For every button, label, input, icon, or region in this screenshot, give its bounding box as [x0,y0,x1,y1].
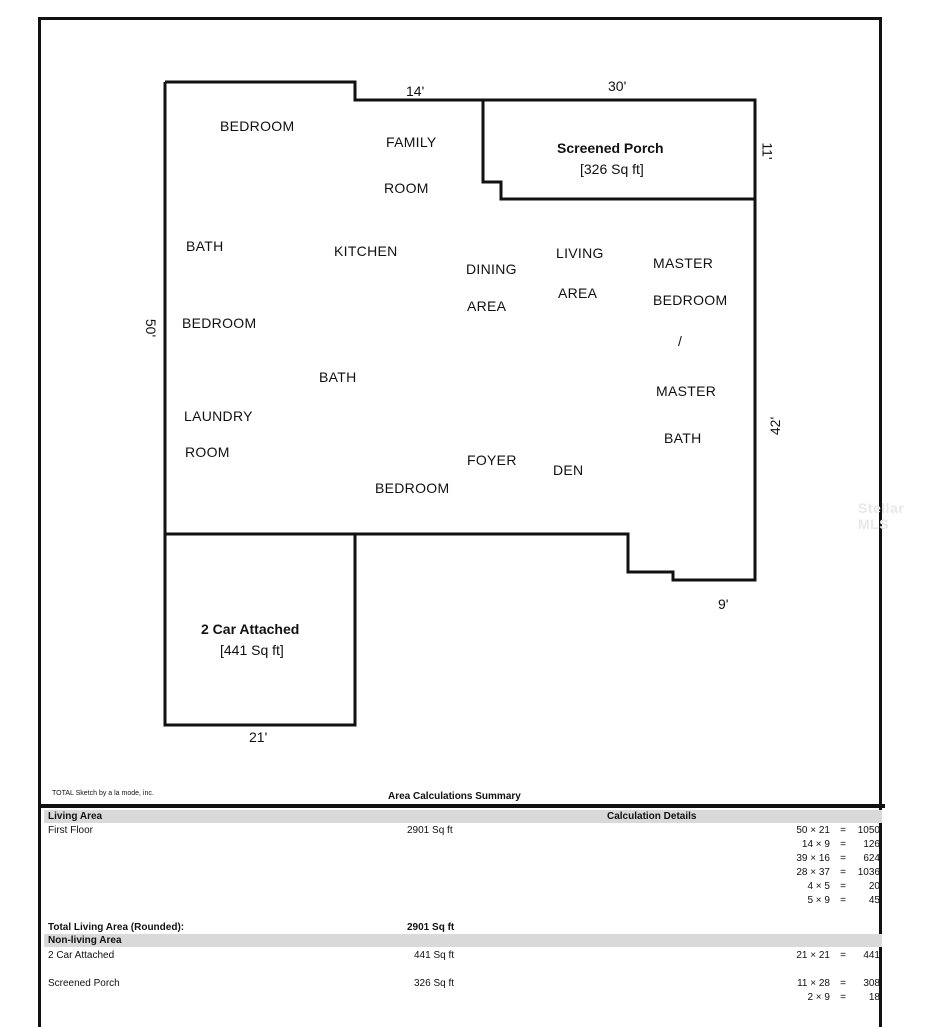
calc-expr: 21 × 21 [796,950,830,961]
room-label-family: FAMILY [386,134,437,150]
garage-calcs [762,950,882,964]
calc-expr: 2 × 9 [807,992,830,1003]
garage-label: 2 Car Attached [48,950,115,961]
first-floor-calcs [762,825,882,909]
room-label-living-area: AREA [558,285,598,301]
calc-res: 1050 [857,825,880,836]
summary-title: Area Calculations Summary [388,791,521,802]
garage-title: 2 Car Attached [201,621,300,637]
room-label-master-2: MASTER [656,383,717,399]
calc-expr: 14 × 9 [801,839,830,850]
porch-label: Screened Porch [48,978,120,989]
calc-row [762,950,882,964]
house-outline [165,82,755,580]
dimension-11: 11' [759,142,776,160]
calc-expr: 11 × 28 [797,978,830,989]
non-living-header-band [44,934,882,947]
calc-expr: 28 × 37 [796,867,830,878]
calc-eq: = [840,853,846,864]
calc-row [762,978,882,992]
dimension-50: 50' [143,318,160,338]
garage-value: 441 Sq ft [414,950,455,961]
room-label-laundry-room: ROOM [185,444,230,460]
room-label-bath: BATH [186,238,224,254]
dimension-9: 9' [718,596,729,612]
room-label-bedroom-3: BEDROOM [375,480,450,496]
room-label-foyer: FOYER [467,452,517,468]
calculation-details-header: Calculation Details [607,811,697,822]
porch-area: [326 Sq ft] [580,161,644,177]
calc-eq: = [840,992,846,1003]
calc-eq: = [840,978,846,989]
calc-res: 45 [868,895,880,906]
porch-calcs [762,978,882,1006]
room-label-master: MASTER [653,255,714,271]
dimension-14: 14' [406,83,425,99]
dimension-30: 30' [608,78,627,94]
dimension-21: 21' [249,729,268,745]
first-floor-value: 2901 Sq ft [407,825,453,836]
calc-res: 441 [863,950,880,961]
calc-eq: = [840,895,846,906]
calc-row [762,881,882,895]
total-living-label: Total Living Area (Rounded): [48,922,185,933]
living-area-header: Living Area [48,811,103,822]
calc-eq: = [840,867,846,878]
calc-eq: = [840,825,846,836]
room-label-bath-2: BATH [319,369,357,385]
calc-row [762,839,882,853]
room-label-bedroom: BEDROOM [220,118,295,134]
non-living-header: Non-living Area [48,935,122,946]
calc-expr: 4 × 5 [807,881,830,892]
calc-expr: 5 × 9 [807,895,830,906]
calc-row [762,992,882,1006]
calc-eq: = [840,839,846,850]
calc-res: 308 [863,978,880,989]
calc-res: 18 [868,992,880,1003]
calc-res: 20 [868,881,880,892]
calc-row [762,853,882,867]
room-label-dining-area: AREA [467,298,507,314]
room-label-kitchen: KITCHEN [334,243,398,259]
calc-row [762,895,882,909]
divider [38,804,885,808]
watermark: Stellar MLS [858,500,905,532]
calc-res: 1036 [857,867,880,878]
room-label-master-bedroom: BEDROOM [653,292,728,308]
calc-res: 126 [863,839,880,850]
room-label-laundry: LAUNDRY [184,408,253,424]
room-label-den: DEN [553,462,584,478]
calc-expr: 50 × 21 [796,825,830,836]
calc-expr: 39 × 16 [796,853,830,864]
room-label-slash: / [678,333,683,349]
room-label-family-room: ROOM [384,180,429,196]
room-label-bedroom-2: BEDROOM [182,315,257,331]
calc-res: 624 [863,853,880,864]
total-living-value: 2901 Sq ft [407,922,455,933]
dimension-42: 42' [767,416,784,436]
porch-title: Screened Porch [557,140,664,156]
calc-eq: = [840,950,846,961]
calc-row [762,825,882,839]
software-credit: TOTAL Sketch by a la mode, inc. [52,790,154,797]
first-floor-label: First Floor [48,825,93,836]
room-label-living: LIVING [556,245,604,261]
porch-value: 326 Sq ft [414,978,455,989]
living-area-header-band [44,810,882,823]
calc-eq: = [840,881,846,892]
room-label-dining: DINING [466,261,517,277]
garage-area: [441 Sq ft] [220,642,284,658]
calc-row [762,867,882,881]
room-label-master-bath: BATH [664,430,702,446]
